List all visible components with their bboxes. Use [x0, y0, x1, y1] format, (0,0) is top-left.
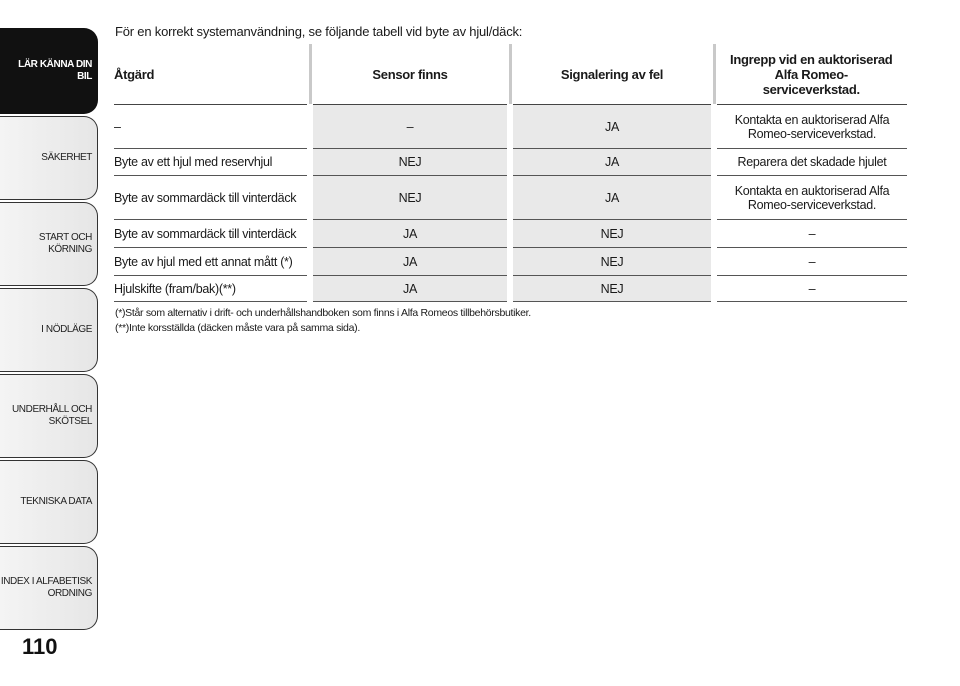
cell-action: Hjulskifte (fram/bak)(**): [114, 276, 310, 302]
table-row: [114, 220, 907, 248]
cell-sensor: JA: [310, 220, 510, 248]
cell-service: –: [714, 220, 907, 248]
table-row: [114, 176, 907, 220]
cell-signal: NEJ: [510, 220, 714, 248]
cell-service: Reparera det skadade hjulet: [714, 149, 907, 176]
cell-action: Byte av hjul med ett annat mått (*): [114, 248, 310, 276]
table-row: [114, 149, 907, 176]
cell-action: Byte av sommardäck till vinterdäck: [114, 220, 310, 248]
tab-sakerhet[interactable]: SÄKERHET: [0, 116, 98, 200]
tab-tekniska-data[interactable]: TEKNISKA DATA: [0, 460, 98, 544]
intro-text: För en korrekt systemanvändning, se följande tabell vid byte av hjul/däck:: [115, 24, 523, 39]
cell-service: Kontakta en auktoriserad Alfa Romeo-serviceverkstad.: [714, 105, 907, 149]
table-header-row: [114, 44, 907, 105]
footnote-2: (**)Inte korsställda (däcken måste vara på samma sida).: [115, 322, 360, 334]
tab-underhall-och-skotsel[interactable]: UNDERHÅLL OCH SKÖTSEL: [0, 374, 98, 458]
cell-action: –: [114, 105, 310, 149]
cell-signal: JA: [510, 105, 714, 149]
table-row: [114, 276, 907, 302]
tab-i-nodlage[interactable]: I NÖDLÄGE: [0, 288, 98, 372]
tab-start-och-korning[interactable]: START OCH KÖRNING: [0, 202, 98, 286]
cell-sensor: NEJ: [310, 149, 510, 176]
table-row: [114, 105, 907, 149]
cell-service: –: [714, 276, 907, 302]
header-action: Åtgärd: [114, 44, 310, 105]
header-sensor: Sensor finns: [310, 44, 510, 105]
page-number: 110: [22, 634, 58, 659]
cell-sensor: JA: [310, 248, 510, 276]
cell-signal: NEJ: [510, 276, 714, 302]
cell-sensor: –: [310, 105, 510, 149]
tab-index-i-alfabetisk-ordning[interactable]: INDEX I ALFABETISK ORDNING: [0, 546, 98, 630]
tab-lar-kanna-din-bil[interactable]: LÄR KÄNNA DIN BIL: [0, 28, 98, 114]
cell-signal: JA: [510, 149, 714, 176]
header-signal: Signalering av fel: [510, 44, 714, 105]
cell-service: –: [714, 248, 907, 276]
cell-sensor: NEJ: [310, 176, 510, 220]
cell-signal: JA: [510, 176, 714, 220]
cell-signal: NEJ: [510, 248, 714, 276]
cell-action: Byte av sommardäck till vinterdäck: [114, 176, 310, 220]
header-service: Ingrepp vid en auktoriserad Alfa Romeo- serviceverkstad.: [714, 44, 907, 105]
wheel-change-table: [114, 44, 907, 302]
table-row: [114, 248, 907, 276]
footnote-1: (*)Står som alternativ i drift- och underhållshandboken som finns i Alfa Romeos tillbehörsbutiker.: [115, 307, 531, 319]
cell-service: Kontakta en auktoriserad Alfa Romeo-serviceverkstad.: [714, 176, 907, 220]
footnotes: [115, 306, 531, 336]
cell-action: Byte av ett hjul med reservhjul: [114, 149, 310, 176]
cell-sensor: JA: [310, 276, 510, 302]
